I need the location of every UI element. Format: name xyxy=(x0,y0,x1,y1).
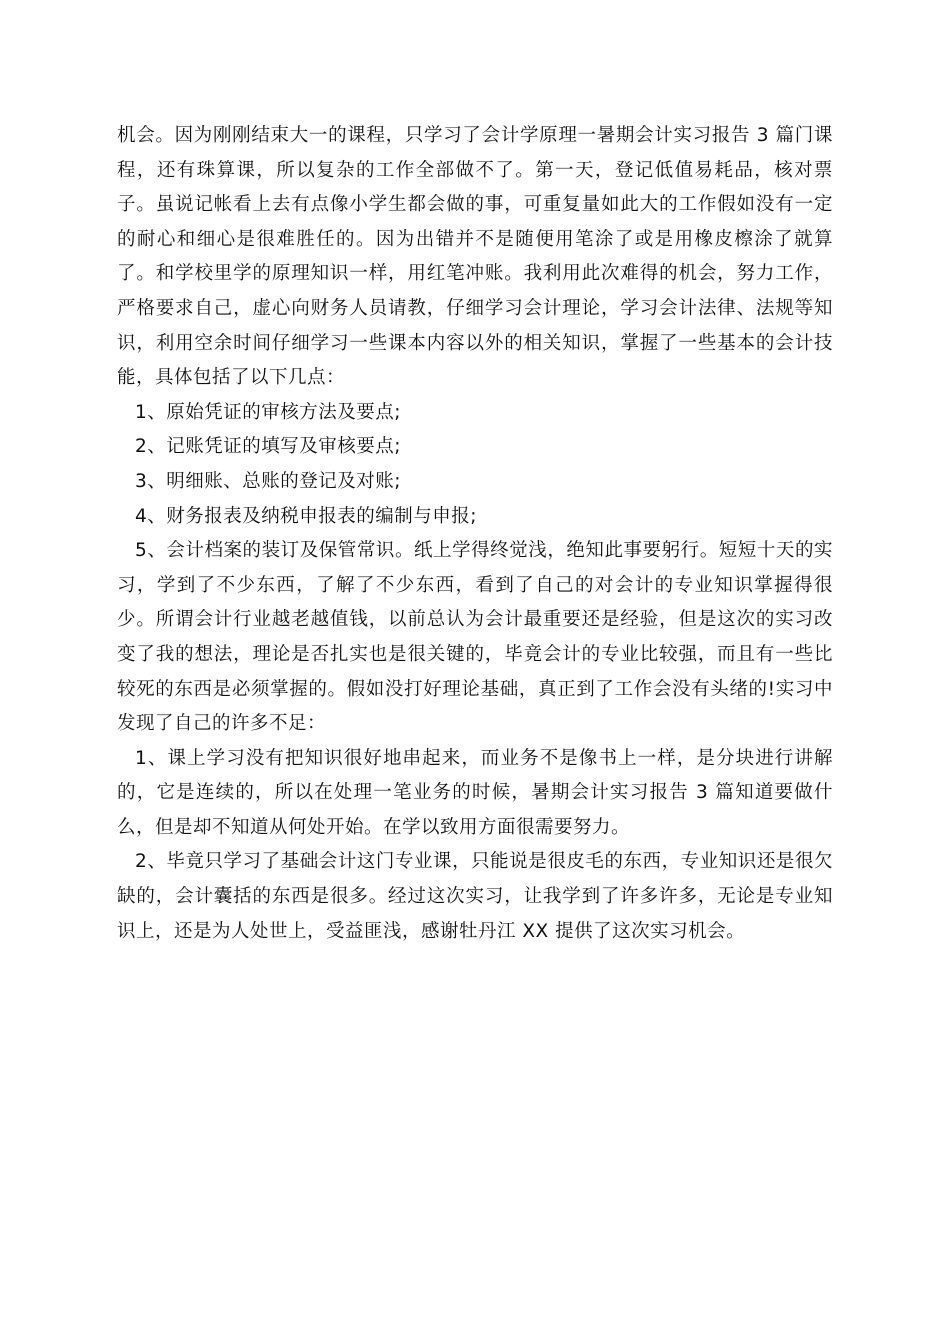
list-item-2: 2、记账凭证的填写及审核要点; xyxy=(135,436,402,458)
list-item-5: 5、会计档案的装订及保管常识。纸上学得终觉浅，绝知此事要躬行。短短十天的实习，学到了不少东西，了解了不少东西，看到了自己的对会计的专业知识掌握得很少。所谓会计行业越老越值钱，以前总认为会计最重要还是经验，但是这次的实习改变了我的想法，理论是否扎实也是很关键的，毕竟会计的专业比较强，而且有一些比较死的东西是必须掌握的。假如没打好理论基础，真正到了工作会没有头绪的!实习中发现了自己的许多不足： xyxy=(117,540,833,735)
shortcoming-item-2: 2、毕竟只学习了基础会计这门专业课，只能说是很皮毛的东西，专业知识还是很欠缺的，会计囊括的东西是很多。经过这次实习，让我学到了许多许多，无论是专业知识上，还是为人处世上，受益匪浅，感谢牡丹江 XX 提供了这次实习机会。 xyxy=(117,851,833,942)
list-item-3: 3、明细账、总账的登记及对账; xyxy=(135,470,402,492)
shortcoming-item-1: 1、课上学习没有把知识很好地串起来，而业务不是像书上一样，是分块进行讲解的，它是连续的，所以在处理一笔业务的时候，暑期会计实习报告 3 篇知道要做什么，但是却不知道从何处开始。在学以致用方面很需要努力。 xyxy=(117,747,833,838)
list-item-1: 1、原始凭证的审核方法及要点; xyxy=(135,401,402,423)
document-page xyxy=(117,119,833,949)
body-paragraph-1: 机会。因为刚刚结束大一的课程，只学习了会计学原理一暑期会计实习报告 3 篇门课程，还有珠算课，所以复杂的工作全部做不了。第一天，登记低值易耗品，核对票子。虽说记帐看上去有点像小学生都会做的事，可重复量如此大的工作假如没有一定的耐心和细心是很难胜任的。因为出错并不是随便用笔涂了或是用橡皮檫涂了就算了。和学校里学的原理知识一样，用红笔冲账。我利用此次难得的机会，努力工作，严格要求自己，虚心向财务人员请教，仔细学习会计理论，学习会计法律、法规等知识，利用空余时间仔细学习一些课本内容以外的相关知识，掌握了一些基本的会计技能，具体包括了以下几点： xyxy=(117,125,833,389)
list-item-4: 4、财务报表及纳税申报表的编制与申报; xyxy=(135,505,478,527)
